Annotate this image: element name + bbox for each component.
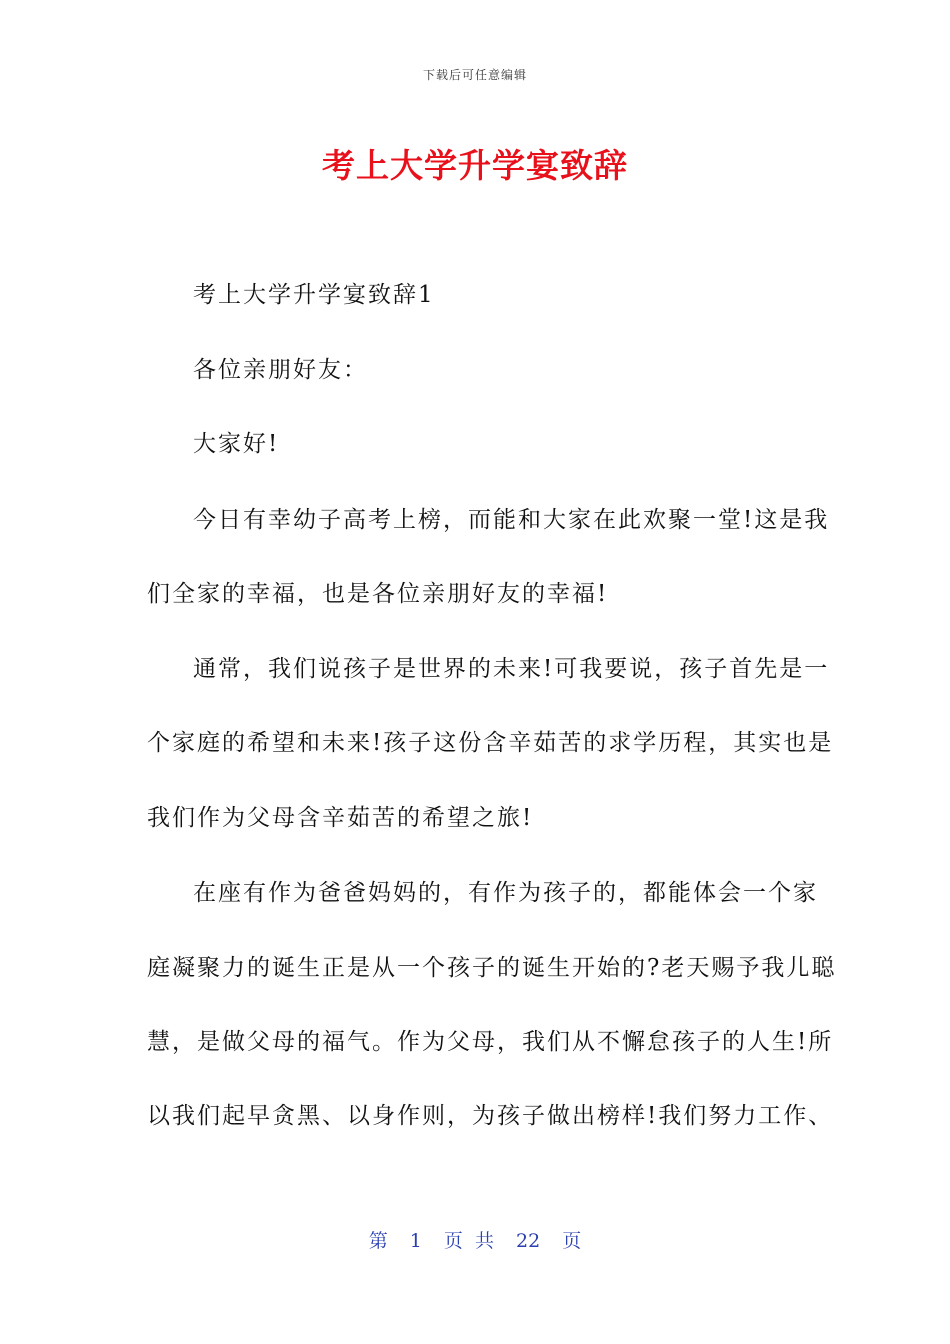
footer-current-page: 1 bbox=[409, 1230, 422, 1252]
paragraph-line: 以我们起早贪黑、以身作则，为孩子做出榜样!我们努力工作、 bbox=[147, 1103, 834, 1129]
header-note: 下载后可任意编辑 bbox=[422, 68, 527, 82]
paragraph-line: 考上大学升学宴致辞1 bbox=[193, 282, 435, 308]
paragraph-line: 个家庭的希望和未来!孩子这份含辛茹苦的求学历程，其实也是 bbox=[147, 730, 834, 756]
paragraph-line: 各位亲朋好友： bbox=[193, 357, 368, 383]
paragraph-line: 我们作为父母含辛茹苦的希望之旅! bbox=[147, 805, 534, 831]
paragraph-line: 们全家的幸福，也是各位亲朋好友的幸福! bbox=[147, 581, 609, 607]
document-title: 考上大学升学宴致辞 bbox=[322, 146, 628, 185]
paragraph-line: 通常，我们说孩子是世界的未来!可我要说，孩子首先是一 bbox=[193, 656, 830, 682]
paragraph-line: 在座有作为爸爸妈妈的，有作为孩子的，都能体会一个家 bbox=[193, 880, 818, 906]
paragraph-line: 大家好! bbox=[193, 431, 280, 457]
paragraph-line: 今日有幸幼子高考上榜，而能和大家在此欢聚一堂!这是我 bbox=[193, 507, 830, 533]
page-footer bbox=[0, 1226, 950, 1253]
footer-label-end: 页 bbox=[562, 1230, 582, 1252]
paragraph-line: 庭凝聚力的诞生正是从一个孩子的诞生开始的?老天赐予我儿聪 bbox=[147, 955, 837, 981]
paragraph-line: 慧，是做父母的福气。作为父母，我们从不懈怠孩子的人生!所 bbox=[147, 1029, 834, 1055]
footer-total-pages: 22 bbox=[516, 1230, 541, 1252]
footer-label-page: 第 bbox=[368, 1230, 388, 1252]
footer-label-of: 页 共 bbox=[443, 1230, 494, 1252]
